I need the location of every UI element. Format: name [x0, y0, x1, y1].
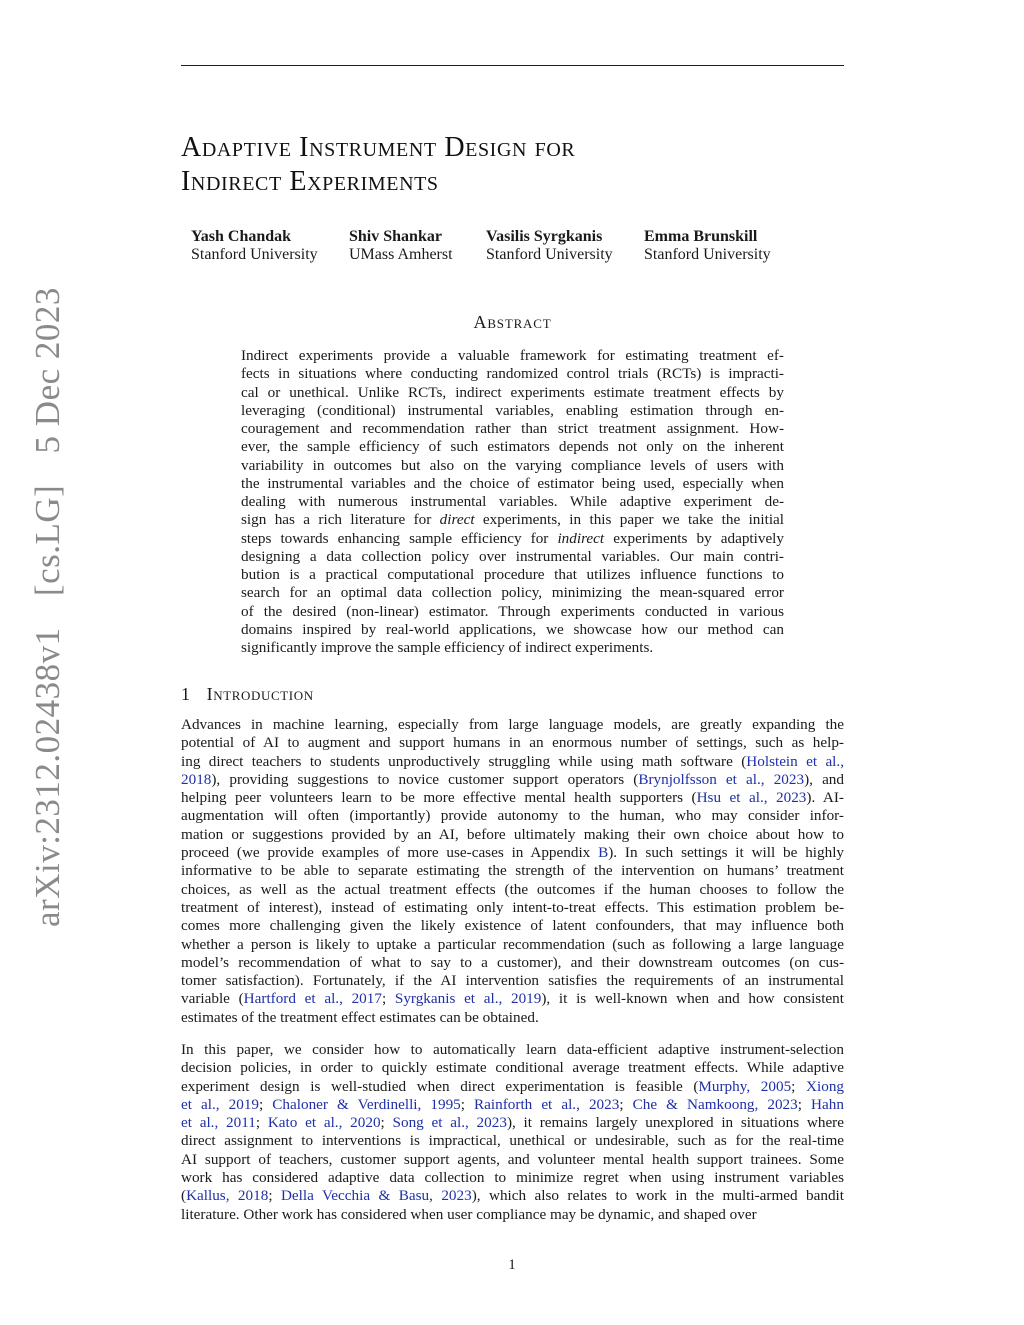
introduction-paragraph-1: [181, 716, 844, 1027]
text-line: whether a person is likely to uptake a particular recommendation (such as following a large language: [181, 935, 844, 953]
text-line: mation or suggestions provided by an AI, before ultimately making their own choice about how to: [181, 825, 844, 843]
citation-link[interactable]: Murphy, 2005: [698, 1077, 792, 1095]
citation-link[interactable]: Kato et al., 2020: [267, 1114, 381, 1132]
author-block: [486, 228, 613, 264]
text-line: literature. Other work has considered when user compliance may be dynamic, and shaped over: [181, 1205, 757, 1223]
text-line: In this paper, we consider how to automatically learn data-efficient adaptive instrument-selection: [181, 1041, 844, 1058]
paper-title: [181, 131, 844, 199]
author-affiliation: UMass Amherst: [349, 246, 453, 263]
arxiv-id: arXiv:2312.02438v1: [28, 627, 67, 927]
citation-link[interactable]: Che & Namkoong, 2023: [632, 1095, 798, 1113]
text-line: experiment design is well-studied when direct experimentation is feasible (Murphy, 2005; Xiong: [181, 1077, 844, 1095]
abstract-body: [241, 347, 784, 657]
text-line: comes more challenging given the likely existence of latent confounders, that may influence both: [181, 917, 844, 935]
text-line: helping peer volunteers learn to be more effective mental health supporters (Hsu et al., 2023). AI-: [181, 789, 844, 807]
text-line: Advances in machine learning, especially from large language models, are greatly expanding the: [181, 716, 844, 733]
text-line: fects in situations where conducting randomized control trials (RCTs) is impracti-: [241, 365, 784, 383]
text-line: ever, the sample efficiency of such estimators depends not only on the inherent: [241, 438, 784, 456]
author-affiliation: Stanford University: [486, 246, 613, 263]
introduction-paragraph-2: [181, 1041, 844, 1224]
section-number: 1: [181, 684, 191, 704]
text-line: the instrumental variables and the choice of estimator being used, especially when: [241, 474, 784, 492]
text-line: significantly improve the sample efficiency of indirect experiments.: [241, 639, 654, 656]
arxiv-category: [cs.LG]: [28, 484, 67, 597]
author-block: [191, 228, 318, 264]
top-rule: [181, 65, 844, 66]
text-line: potential of AI to augment and support humans in an enormous number of settings, such as help-: [181, 734, 844, 752]
author-block: [349, 228, 453, 264]
text-line: sign has a rich literature for direct experiments, in this paper we take the initial: [241, 511, 785, 529]
text-line: of the desired (non-linear) estimator. Through experiments conducted in various: [241, 602, 784, 620]
text-line: search for an optimal data collection policy, minimizing the mean-squared error: [241, 584, 784, 602]
text-line: bution is a practical computational procedure that utilizes influence functions to: [241, 566, 784, 583]
section-heading: [181, 684, 314, 705]
citation-link[interactable]: 2018: [181, 770, 212, 788]
text-line: variable (Hartford et al., 2017; Syrgkanis et al., 2019), it is well-known when and how consistent: [181, 990, 844, 1008]
author-name: Emma Brunskill: [644, 228, 758, 245]
author-name: Shiv Shankar: [349, 228, 442, 245]
text-line: ing direct teachers to students unproductively struggling while using math software (Holstein et al.,: [181, 752, 844, 770]
text-line: tomer satisfaction). Fortunately, if the AI intervention satisfies the requirements of an instrumental: [181, 972, 844, 990]
text-line: work has considered adaptive data collection to minimize regret when using instrument variables: [181, 1169, 844, 1187]
text-line: Indirect experiments provide a valuable framework for estimating treatment ef-: [241, 347, 784, 364]
citation-link[interactable]: et al., 2019: [181, 1095, 260, 1113]
text-line: proceed (we provide examples of more use-cases in Appendix B). In such settings it will be highly: [181, 844, 845, 862]
section-title: Introduction: [206, 684, 314, 704]
text-line: direct assignment to interventions is impractical, unethical or undesirable, such as for the real-time: [181, 1132, 844, 1150]
citation-link[interactable]: Chaloner & Verdinelli, 1995: [272, 1095, 461, 1113]
text-line: dealing with numerous instrumental variables. While adaptive experiment de-: [241, 493, 784, 510]
text-line: 2018), providing suggestions to novice customer support operators (Brynjolfsson et al., 2023), and: [181, 770, 844, 788]
title-line-2: Indirect Experiments: [181, 166, 439, 197]
title-line-1: Adaptive Instrument Design for: [181, 132, 576, 163]
text-line: AI support of teachers, customer support agents, and volunteer mental health support trainees. Some: [181, 1150, 844, 1168]
text-line: et al., 2019; Chaloner & Verdinelli, 1995; Rainforth et al., 2023; Che & Namkoong, 2023; Hahn: [181, 1095, 844, 1113]
text-line: model’s recommendation of what to say to a customer), and their downstream outcomes (on cus-: [181, 953, 844, 971]
citation-link[interactable]: Song et al., 2023: [392, 1114, 507, 1132]
author-name: Vasilis Syrgkanis: [486, 228, 603, 245]
author-name: Yash Chandak: [191, 228, 292, 245]
arxiv-sidebar-stamp: [20, 287, 76, 927]
text-line: treatment of interest), instead of estimating only intent-to-treat effects. This estimation problem be-: [181, 898, 844, 916]
citation-link[interactable]: et al., 2011: [181, 1114, 256, 1132]
text-line: steps towards enhancing sample efficiency for indirect experiments by adaptively: [241, 529, 784, 547]
text-line: variability in outcomes but also on the varying compliance levels of users with: [241, 456, 784, 474]
text-line: designing a data collection policy over instrumental variables. Our main contri-: [241, 547, 784, 565]
citation-link[interactable]: Hartford et al., 2017: [243, 990, 382, 1008]
author-affiliation: Stanford University: [644, 246, 771, 263]
text-line: augmentation will often (importantly) provide autonomy to the human, who may consider infor-: [181, 807, 844, 825]
text-line: leveraging (conditional) instrumental variables, enabling estimation through en-: [241, 401, 784, 419]
text-line: couragement and recommendation rather than strict treatment assignment. How-: [241, 420, 784, 437]
text-line: choices, as well as the actual treatment effects (the outcomes if the human chooses to follow the: [181, 880, 844, 898]
page-number: 1: [508, 1257, 516, 1273]
text-line: domains inspired by real-world applications, we showcase how our method can: [241, 620, 784, 638]
author-block: [644, 228, 771, 264]
abstract-heading: Abstract: [473, 312, 552, 332]
citation-link[interactable]: Kallus, 2018: [186, 1187, 269, 1205]
citation-link[interactable]: Hsu et al., 2023: [696, 789, 807, 807]
citation-link[interactable]: Syrgkanis et al., 2019: [394, 990, 542, 1008]
citation-link[interactable]: Xiong: [806, 1077, 844, 1095]
arxiv-date: 5 Dec 2023: [28, 287, 67, 454]
author-affiliation: Stanford University: [191, 246, 318, 263]
text-line: decision policies, in order to quickly estimate conditional average treatment effects. While adaptive: [181, 1059, 844, 1077]
citation-link[interactable]: Rainforth et al., 2023: [474, 1095, 620, 1113]
citation-link[interactable]: Della Vecchia & Basu, 2023: [280, 1187, 472, 1205]
citation-link[interactable]: Brynjolfsson et al., 2023: [638, 770, 805, 788]
text-line: et al., 2011; Kato et al., 2020; Song et al., 2023), it remains largely unexplored in situations where: [181, 1114, 844, 1132]
text-line: informative to be able to separate estimating the strength of the intervention on humans’ treatment: [181, 862, 844, 880]
text-line: cal or unethical. Unlike RCTs, indirect experiments estimate treatment effects by: [241, 383, 784, 401]
appendix-link[interactable]: B: [598, 844, 609, 862]
citation-link[interactable]: Holstein et al.,: [746, 752, 844, 770]
citation-link[interactable]: Hahn: [811, 1095, 844, 1113]
text-line: (Kallus, 2018; Della Vecchia & Basu, 2023), which also relates to work in the multi-armed bandit: [181, 1187, 844, 1205]
text-line: estimates of the treatment effect estimates can be obtained.: [181, 1008, 539, 1026]
